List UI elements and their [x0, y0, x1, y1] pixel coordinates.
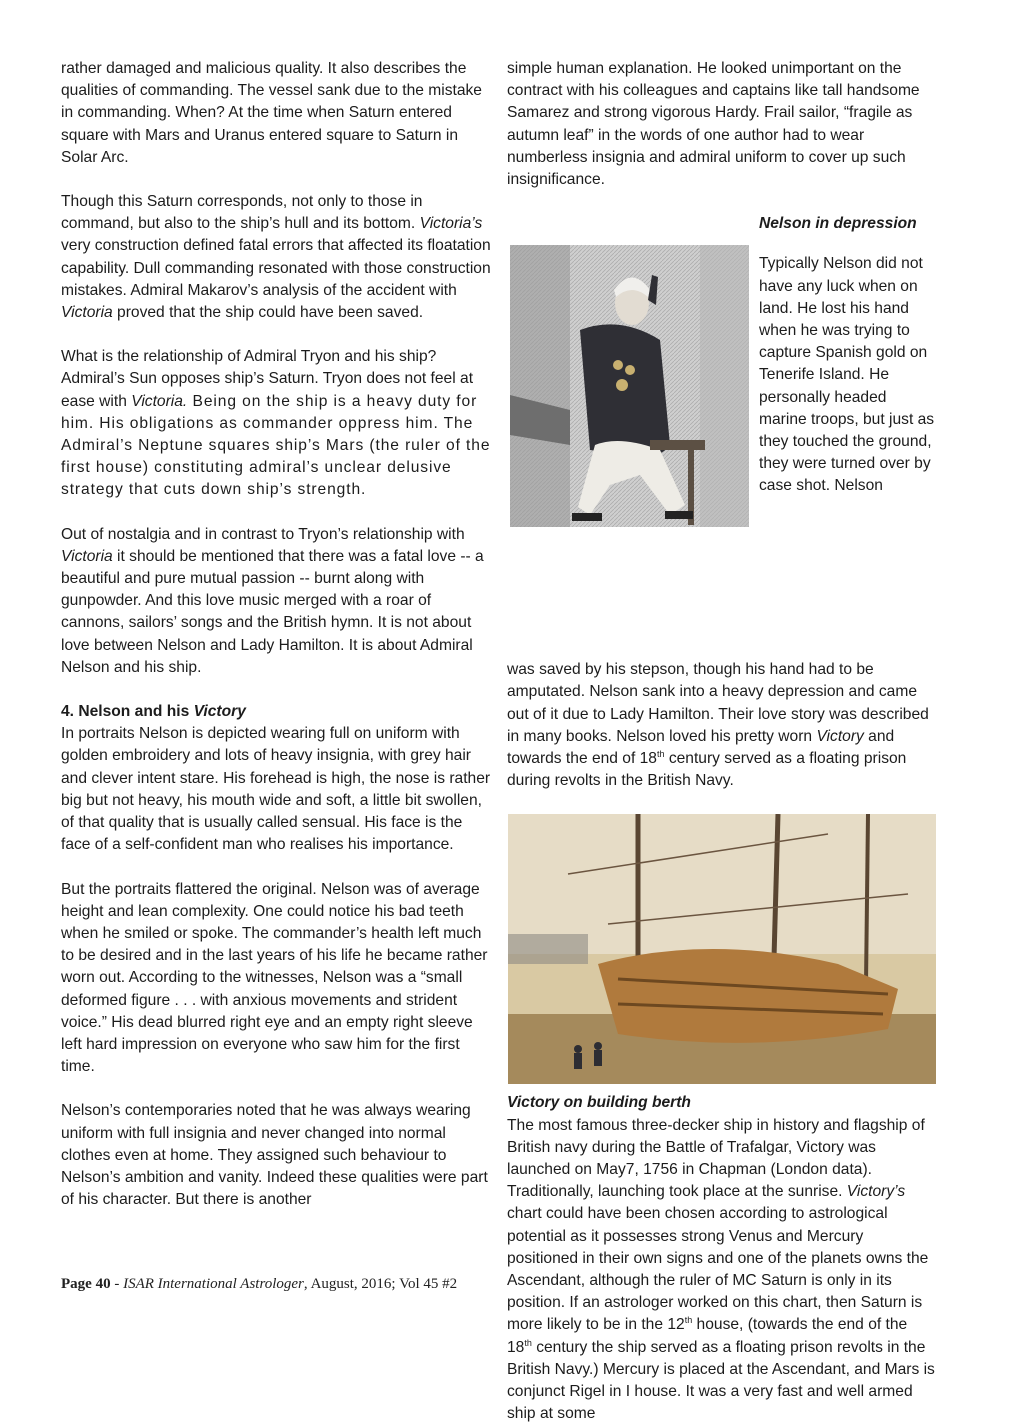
text: century served as a floating prison during revolts in the British Navy.	[507, 750, 907, 790]
paragraph	[61, 346, 491, 501]
page-number: Page 40	[61, 1276, 111, 1292]
text: house, (towards the end of the 18	[507, 1316, 908, 1356]
footer-separator: -	[110, 1276, 124, 1292]
text: chart could have been chosen according to astrological potential as it possesses strong Venus and Mercury positioned in their own signs and one of the planets owns the Ascendant, although the ruler of MC Saturn is only in its position. If an astrologer worked on this chart, then Saturn is more likely to be in the 12	[507, 1205, 929, 1334]
text: it should be mentioned that there was a fatal love -- a beautiful and pure mutual passion -- burnt along with gunpowder. And this love music merged with a roar of cannons, sailors’ songs and the British hymn. It is not about love between Nelson and Lady Hamilton. It is about Admiral Nelson and his ship.	[61, 547, 484, 676]
right-column	[507, 58, 935, 1425]
figure-caption: Nelson in depression	[759, 215, 917, 233]
text: proved that the ship could have been saved.	[112, 304, 424, 322]
page-footer	[61, 1276, 457, 1293]
figure-caption: Victory on building berth	[507, 1094, 691, 1112]
text: Being on the ship is a heavy duty for him. His obligations as commander oppress him. The Admiral’s Neptune squares ship’s Mars (the ruler of the first house) constituting admiral’s unclear delusive strategy that cuts down ship’s strength.	[61, 392, 491, 499]
victory-ship-painting	[508, 814, 936, 1084]
text: was saved by his stepson, though his hand had to be amputated. Nelson sank into a heavy depression and came out of it due to Lady Hamilton. Their love story was described in many books. Nelson loved his pretty worn	[507, 661, 929, 745]
text: century the ship served as a floating prison revolts in the British Navy.) Mercury is placed at the Ascendant, and Mars is conjunct Rigel in I house. It was a very fast and well armed ship at some	[507, 1338, 935, 1423]
text: The most famous three-decker ship in history and flagship of British navy during the Battle of Trafalgar, Victory was launched on May7, 1756 in Chapman (London data). Traditionally, launching took place at the sunrise.	[507, 1116, 925, 1201]
text: and towards the end of 18	[507, 727, 895, 768]
superscript: th	[524, 1337, 532, 1348]
paragraph: simple human explanation. He looked unimportant on the contract with his colleagues and captains like tall handsome Samarez and strong vigorous Hardy. Frail sailor, “fragile as autumn leaf” in the words of one author had to wear numberless insignia and admiral uniform to cover up such insignificance.	[507, 60, 920, 189]
text: very construction defined fatal errors that affected its floatation capability. Dull commanding resonated with those construction mistakes. Admiral Makarov’s analysis of the accident with	[61, 237, 491, 299]
text-italic: Victory’s	[846, 1183, 906, 1201]
text: What is the relationship of Admiral Tryon and his ship? Admiral’s Sun opposes ship’s Saturn. Tryon does not feel at ease with	[61, 348, 474, 410]
paragraph	[61, 524, 491, 679]
left-column	[61, 58, 491, 1211]
text-italic: Victoria’s	[419, 215, 483, 233]
text-italic: Victory	[816, 727, 864, 745]
publication-name: ISAR International Astrologer	[123, 1276, 304, 1292]
nelson-portrait-image	[510, 245, 749, 527]
superscript: th	[684, 1315, 693, 1326]
paragraph	[507, 1115, 935, 1425]
nelson-figure-block	[507, 213, 935, 499]
paragraph: Typically Nelson did not have any luck when on land. He lost his hand when he was trying to capture Spanish gold on Tenerife Island. He personally headed marine troops, but just as they touched the ground, they were turned over by case shot. Nelson	[759, 255, 935, 495]
text-italic: Victoria	[61, 304, 113, 322]
paragraph: In portraits Nelson is depicted wearing full on uniform with golden embroidery and lots of heavy insignia, with grey hair and clever intent stare. His forehead is high, the nose is rather big but not heavy, his mouth wide and soft, a little bit swollen, of that quality that is usually called sensual. His face is the face of a self-confident man who realises his importance.	[61, 725, 491, 854]
section-heading	[61, 701, 491, 723]
paragraph: Nelson’s contemporaries noted that he was always wearing uniform with full insignia and never changed into normal clothes even at home. They assigned such behaviour to Nelson’s ambition and vanity. Indeed these qualities were part of his character. But there is another	[61, 1102, 488, 1209]
nelson-side-text	[759, 213, 937, 497]
paragraph	[507, 659, 935, 792]
issue-info: , August, 2016; Vol 45 #2	[303, 1276, 458, 1292]
paragraph: But the portraits flattered the original. Nelson was of average height and lean complexity. One could notice his bad teeth when he smiled or spoke. The commander’s health left much to be desired and in the last years of his life he became rather worn out. According to the witnesses, Nelson was a “small deformed figure . . . with anxious movements and strident voice.” His dead blurred right eye and an empty right sleeve left hard impression on everyone who saw him for the first time.	[61, 880, 488, 1076]
paragraph: rather damaged and malicious quality. It also describes the qualities of commanding. The vessel sank due to the mistake in commanding. When? At the time when Saturn entered square with Mars and Uranus entered square to Saturn in Solar Arc.	[61, 60, 482, 166]
text-italic: Victoria	[61, 547, 113, 565]
text: Out of nostalgia and in contrast to Tryon’s relationship with	[61, 525, 465, 543]
heading-italic: Victory	[193, 703, 246, 721]
paragraph	[61, 191, 491, 324]
text: Though this Saturn corresponds, not only to those in command, but also to the ship’s hull and its bottom.	[61, 193, 423, 233]
heading-text: 4. Nelson and his	[61, 703, 194, 721]
text-italic: Victoria.	[131, 392, 188, 410]
superscript: th	[656, 748, 665, 759]
